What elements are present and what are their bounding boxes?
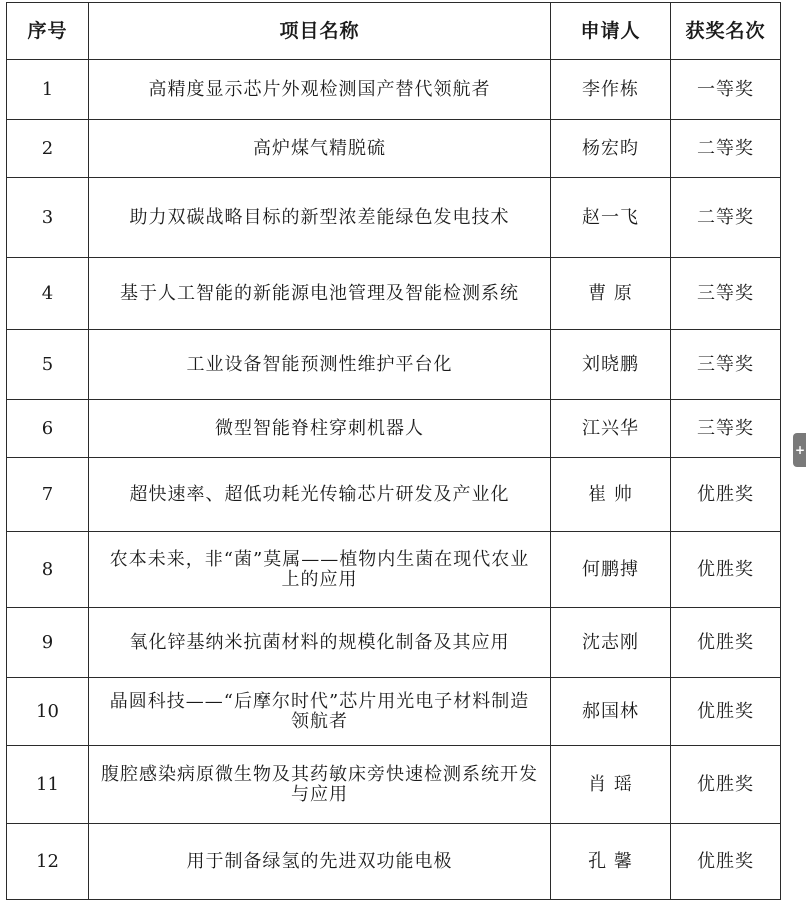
row-award: 三等奖 xyxy=(671,400,781,458)
row-index: 12 xyxy=(7,824,89,900)
row-award: 二等奖 xyxy=(671,178,781,258)
row-applicant: 崔 帅 xyxy=(551,458,671,532)
row-index: 7 xyxy=(7,458,89,532)
table-row xyxy=(7,746,781,824)
row-applicant: 孔 馨 xyxy=(551,824,671,900)
row-project: 晶圆科技——“后摩尔时代”芯片用光电子材料制造领航者 xyxy=(89,678,551,746)
side-expand-tab[interactable] xyxy=(793,433,806,467)
row-applicant: 曹 原 xyxy=(551,258,671,330)
row-project: 农本未来，非“菌”莫属——植物内生菌在现代农业上的应用 xyxy=(89,532,551,608)
row-applicant: 杨宏昀 xyxy=(551,120,671,178)
table-row xyxy=(7,120,781,178)
row-project: 微型智能脊柱穿刺机器人 xyxy=(89,400,551,458)
row-applicant: 肖 瑶 xyxy=(551,746,671,824)
table-header xyxy=(7,3,781,60)
row-award: 优胜奖 xyxy=(671,824,781,900)
row-project: 腹腔感染病原微生物及其药敏床旁快速检测系统开发与应用 xyxy=(89,746,551,824)
table-row xyxy=(7,178,781,258)
row-applicant: 刘晓鹏 xyxy=(551,330,671,400)
row-award: 优胜奖 xyxy=(671,458,781,532)
header-row xyxy=(7,3,781,60)
row-project: 氧化锌基纳米抗菌材料的规模化制备及其应用 xyxy=(89,608,551,678)
header-award: 获奖名次 xyxy=(671,3,781,60)
row-index: 4 xyxy=(7,258,89,330)
row-applicant: 何鹏搏 xyxy=(551,532,671,608)
row-award: 优胜奖 xyxy=(671,746,781,824)
row-project: 助力双碳战略目标的新型浓差能绿色发电技术 xyxy=(89,178,551,258)
table-row xyxy=(7,532,781,608)
table-row xyxy=(7,678,781,746)
row-index: 9 xyxy=(7,608,89,678)
row-applicant: 郝国林 xyxy=(551,678,671,746)
row-applicant: 江兴华 xyxy=(551,400,671,458)
table-row xyxy=(7,400,781,458)
table-row xyxy=(7,258,781,330)
row-index: 6 xyxy=(7,400,89,458)
row-award: 一等奖 xyxy=(671,60,781,120)
row-index: 8 xyxy=(7,532,89,608)
row-award: 优胜奖 xyxy=(671,608,781,678)
row-award: 优胜奖 xyxy=(671,678,781,746)
row-index: 1 xyxy=(7,60,89,120)
row-award: 三等奖 xyxy=(671,330,781,400)
table-body xyxy=(7,60,781,900)
table-row xyxy=(7,330,781,400)
row-applicant: 赵一飞 xyxy=(551,178,671,258)
table-row xyxy=(7,824,781,900)
row-project: 超快速率、超低功耗光传输芯片研发及产业化 xyxy=(89,458,551,532)
row-index: 3 xyxy=(7,178,89,258)
table-row xyxy=(7,60,781,120)
header-applicant: 申请人 xyxy=(551,3,671,60)
plus-icon: + xyxy=(795,443,806,457)
row-award: 二等奖 xyxy=(671,120,781,178)
row-project: 工业设备智能预测性维护平台化 xyxy=(89,330,551,400)
header-project: 项目名称 xyxy=(89,3,551,60)
awards-table xyxy=(6,2,781,900)
row-award: 优胜奖 xyxy=(671,532,781,608)
header-index: 序号 xyxy=(7,3,89,60)
row-award: 三等奖 xyxy=(671,258,781,330)
row-index: 11 xyxy=(7,746,89,824)
table-row xyxy=(7,458,781,532)
row-project: 高精度显示芯片外观检测国产替代领航者 xyxy=(89,60,551,120)
row-index: 2 xyxy=(7,120,89,178)
row-index: 5 xyxy=(7,330,89,400)
table-row xyxy=(7,608,781,678)
row-project: 用于制备绿氢的先进双功能电极 xyxy=(89,824,551,900)
row-project: 基于人工智能的新能源电池管理及智能检测系统 xyxy=(89,258,551,330)
row-index: 10 xyxy=(7,678,89,746)
row-project: 高炉煤气精脱硫 xyxy=(89,120,551,178)
row-applicant: 李作栋 xyxy=(551,60,671,120)
row-applicant: 沈志刚 xyxy=(551,608,671,678)
